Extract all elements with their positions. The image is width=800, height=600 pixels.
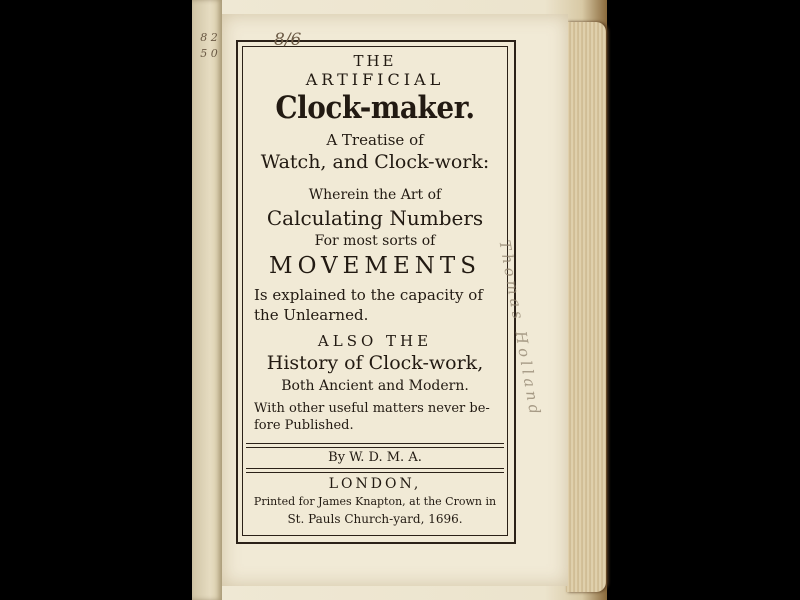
- divider-rule: [246, 443, 504, 444]
- book-gutter: [192, 0, 222, 600]
- text-published: fore Published.: [254, 418, 354, 433]
- text-history: History of Clock-work,: [266, 352, 484, 374]
- page-edges: [566, 22, 606, 592]
- text-explained: Is explained to the capacity of: [254, 286, 483, 304]
- text-other-matters: With other useful matters never be-: [254, 401, 490, 416]
- divider-rule: [246, 447, 504, 448]
- title-clock-maker: Clock-maker.: [275, 90, 475, 126]
- divider-rule: [246, 472, 504, 473]
- text-calculating: Calculating Numbers: [266, 206, 484, 230]
- divider-rule: [246, 468, 504, 469]
- text-unlearned: the Unlearned.: [254, 306, 369, 324]
- gutter-annotation: 8 2 5 0: [200, 31, 218, 60]
- place-london: LONDON,: [328, 476, 422, 492]
- imprint-line-2: St. Pauls Church-yard, 1696.: [287, 512, 463, 526]
- text-wherein: Wherein the Art of: [308, 187, 442, 203]
- text-movements: MOVEMENTS: [269, 253, 481, 279]
- text-for-most: For most sorts of: [314, 233, 436, 249]
- author-line: By W. D. M. A.: [328, 450, 422, 465]
- shelfmark-annotation: 8/6: [274, 30, 302, 50]
- text-also-the: ALSO THE: [317, 332, 433, 350]
- subtitle-watch: Watch, and Clock-work:: [260, 151, 490, 173]
- title-artificial: ARTIFICIAL: [305, 70, 445, 89]
- text-ancient-modern: Both Ancient and Modern.: [281, 378, 469, 394]
- margin-signature: Thomas Holland: [495, 238, 545, 420]
- imprint-line-1: Printed for James Knapton, at the Crown in: [253, 495, 497, 508]
- subtitle-treatise: A Treatise of: [326, 131, 424, 149]
- title-the: THE: [353, 52, 397, 70]
